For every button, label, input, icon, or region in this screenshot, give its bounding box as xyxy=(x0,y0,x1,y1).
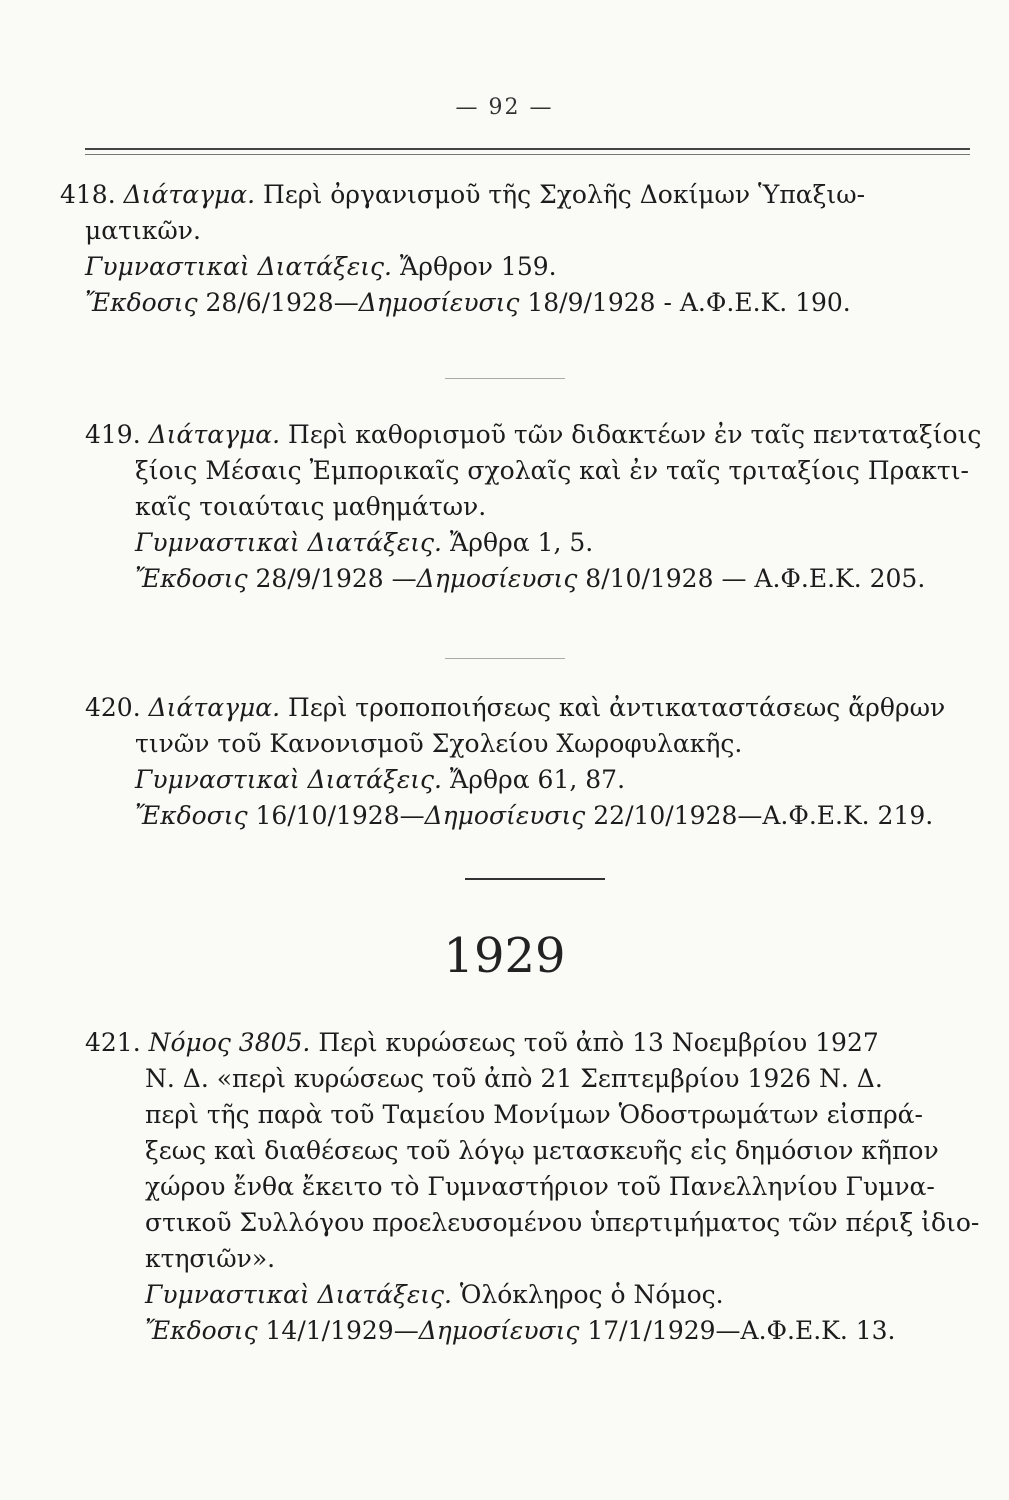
entry-title: Περὶ ὀργανισμοῦ τῆς Σχολῆς Δοκίμων Ὑπαξιω- xyxy=(255,180,866,209)
separator xyxy=(445,378,565,379)
entry-title: Περὶ κυρώσεως τοῦ ἀπὸ 13 Νοεμβρίου 1927 xyxy=(310,1028,879,1057)
entry-line: τινῶν τοῦ Κανονισμοῦ Σχολείου Χωροφυλακῆς. xyxy=(135,729,743,758)
issue-label: Ἔκδοσις xyxy=(85,288,198,317)
entry-line xyxy=(85,417,982,453)
year-heading: 1929 xyxy=(443,928,566,984)
issue-date: 16/10/1928— xyxy=(247,801,425,830)
entry-title: Περὶ τροποποιήσεως καὶ ἀντικαταστάσεως ἄρθρων xyxy=(280,693,946,722)
entry-number: 420. xyxy=(85,693,149,722)
publication-label: Δημοσίευσις xyxy=(424,801,586,830)
issue-label: Ἔκδοσις xyxy=(145,1316,258,1345)
issue-date: 14/1/1929— xyxy=(257,1316,419,1345)
entry-number: 419. xyxy=(85,420,149,449)
entry-line: ξεως καὶ διαθέσεως τοῦ λόγῳ μετασκευῆς εἰς δημόσιον κῆπον xyxy=(145,1136,939,1165)
entry-418 xyxy=(60,177,955,321)
entry-title: Περὶ καθορισμοῦ τῶν διδακτέων ἐν ταῖς πενταταξίοις xyxy=(280,420,982,449)
gymnastics-label: Γυμναστικαὶ Διατάξεις. xyxy=(135,528,442,557)
entry-line xyxy=(60,177,955,213)
entry-line xyxy=(145,1313,955,1349)
entry-line xyxy=(135,525,955,561)
issue-label: Ἔκδοσις xyxy=(135,801,248,830)
entry-line xyxy=(135,762,955,798)
entry-type: Διάταγμα. xyxy=(148,693,281,722)
year-rule xyxy=(465,878,605,880)
entry-line xyxy=(85,1025,955,1061)
entry-line: καῖς τοιαύταις μαθημάτων. xyxy=(135,492,487,521)
entry-line: χώρου ἔνθα ἔκειτο τὸ Γυμναστήριον τοῦ Πανελληνίου Γυμνα- xyxy=(145,1172,935,1201)
gymnastics-label: Γυμναστικαὶ Διατάξεις. xyxy=(145,1280,452,1309)
publication-label: Δημοσίευσις xyxy=(418,1316,580,1345)
publication-label: Δημοσίευσις xyxy=(416,564,578,593)
gymnastics-label: Γυμναστικαὶ Διατάξεις. xyxy=(85,252,392,281)
publication-date: 22/10/1928—Α.Φ.Ε.Κ. 219. xyxy=(585,801,934,830)
entry-line xyxy=(135,798,955,834)
entry-419 xyxy=(85,417,982,597)
entry-line: περὶ τῆς παρὰ τοῦ Ταμείου Μονίμων Ὁδοστρωμάτων εἰσπρά- xyxy=(145,1100,923,1129)
entry-line xyxy=(85,285,955,321)
entry-line xyxy=(85,690,955,726)
entry-number: 418. xyxy=(60,180,124,209)
header-rule-thin xyxy=(85,154,970,155)
header-rule xyxy=(85,148,970,150)
publication-date: 17/1/1929—Α.Φ.Ε.Κ. 13. xyxy=(579,1316,896,1345)
entry-line: στικοῦ Συλλόγου προελευσομένου ὑπερτιμήματος τῶν πέριξ ἰδιο- xyxy=(145,1208,980,1237)
publication-label: Δημοσίευσις xyxy=(358,288,520,317)
issue-date: 28/9/1928 — xyxy=(247,564,417,593)
entry-421 xyxy=(85,1025,980,1349)
gymnastics-articles: Ἄρθρα 1, 5. xyxy=(441,528,594,557)
publication-date: 18/9/1928 - Α.Φ.Ε.Κ. 190. xyxy=(519,288,851,317)
entry-420 xyxy=(85,690,955,834)
entry-line xyxy=(135,561,955,597)
entry-type: Διάταγμα. xyxy=(148,420,281,449)
entry-type: Διάταγμα. xyxy=(123,180,256,209)
entry-line: κτησιῶν». xyxy=(145,1244,276,1273)
entry-line: ξίοις Μέσαις Ἐμπορικαῖς σχολαῖς καὶ ἐν ταῖς τριταξίοις Πρακτι- xyxy=(135,456,969,485)
entry-line: ματικῶν. xyxy=(85,216,201,245)
entry-line xyxy=(85,249,955,285)
page-number: — 92 — xyxy=(455,95,554,120)
separator xyxy=(445,658,565,659)
gymnastics-label: Γυμναστικαὶ Διατάξεις. xyxy=(135,765,442,794)
gymnastics-articles: Ὁλόκληρος ὁ Νόμος. xyxy=(451,1280,724,1309)
gymnastics-articles: Ἄρθρα 61, 87. xyxy=(441,765,626,794)
issue-label: Ἔκδοσις xyxy=(135,564,248,593)
entry-line: Ν. Δ. «περὶ κυρώσεως τοῦ ἀπὸ 21 Σεπτεμβρίου 1926 Ν. Δ. xyxy=(145,1064,883,1093)
entry-number: 421. xyxy=(85,1028,149,1057)
entry-line xyxy=(145,1277,955,1313)
entry-type: Νόμος 3805. xyxy=(148,1028,311,1057)
publication-date: 8/10/1928 — Α.Φ.Ε.Κ. 205. xyxy=(577,564,926,593)
gymnastics-articles: Ἄρθρον 159. xyxy=(391,252,557,281)
issue-date: 28/6/1928— xyxy=(197,288,359,317)
